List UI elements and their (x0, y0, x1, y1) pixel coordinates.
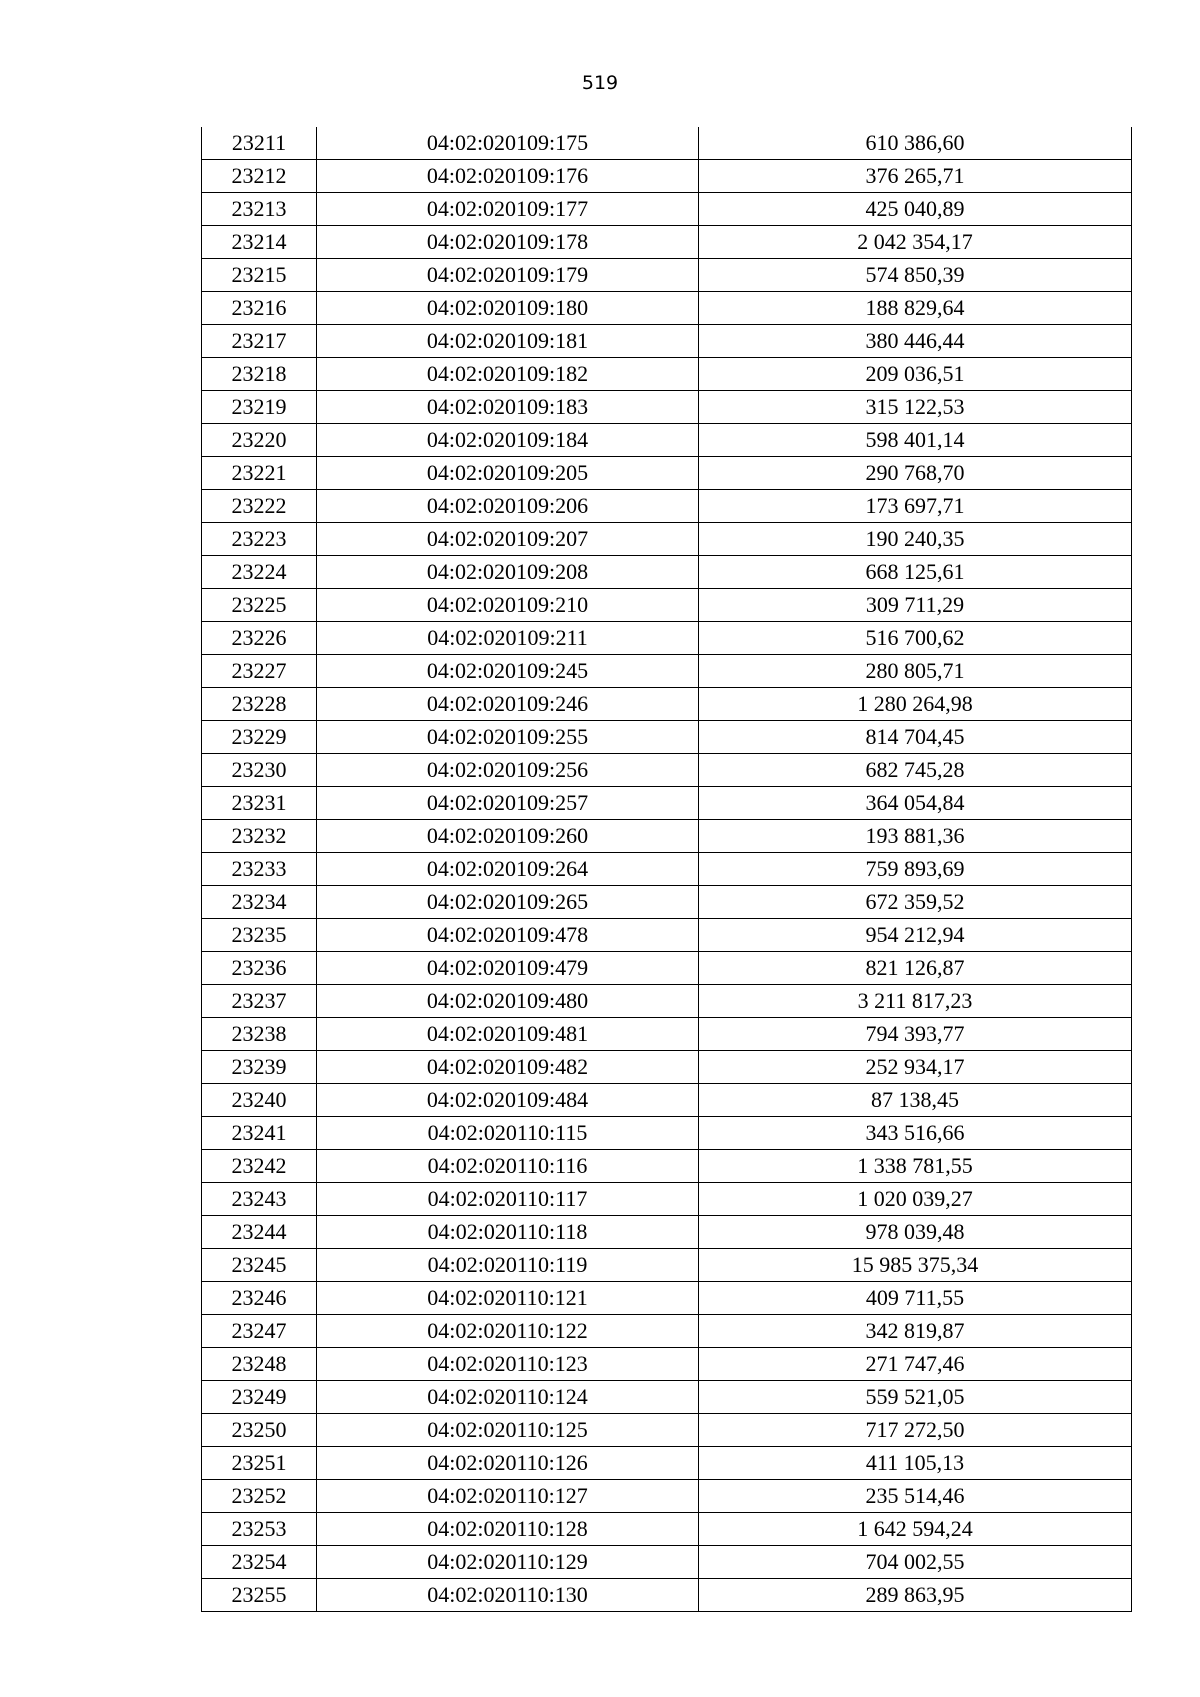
table-row (202, 1480, 1132, 1513)
row-number-cell: 23214 (202, 226, 317, 259)
cadastral-value-cell: 574 850,39 (699, 259, 1132, 292)
cadastral-value-cell: 409 711,55 (699, 1282, 1132, 1315)
cadastral-value-cell: 821 126,87 (699, 952, 1132, 985)
cadastral-number-cell: 04:02:020109:206 (317, 490, 699, 523)
row-number-cell: 23213 (202, 193, 317, 226)
row-number-cell: 23234 (202, 886, 317, 919)
table-row (202, 424, 1132, 457)
cadastral-value-cell: 290 768,70 (699, 457, 1132, 490)
table-row (202, 820, 1132, 853)
cadastral-value-cell: 209 036,51 (699, 358, 1132, 391)
cadastral-number-cell: 04:02:020109:260 (317, 820, 699, 853)
cadastral-number-cell: 04:02:020109:183 (317, 391, 699, 424)
row-number-cell: 23253 (202, 1513, 317, 1546)
table-row (202, 721, 1132, 754)
cadastral-number-cell: 04:02:020109:478 (317, 919, 699, 952)
table-row (202, 1348, 1132, 1381)
cadastral-value-cell: 954 212,94 (699, 919, 1132, 952)
cadastral-value-cell: 364 054,84 (699, 787, 1132, 820)
table-row (202, 919, 1132, 952)
row-number-cell: 23241 (202, 1117, 317, 1150)
cadastral-number-cell: 04:02:020110:128 (317, 1513, 699, 1546)
row-number-cell: 23229 (202, 721, 317, 754)
row-number-cell: 23230 (202, 754, 317, 787)
cadastral-value-cell: 193 881,36 (699, 820, 1132, 853)
cadastral-number-cell: 04:02:020110:118 (317, 1216, 699, 1249)
table-row (202, 1315, 1132, 1348)
cadastral-value-cell: 380 446,44 (699, 325, 1132, 358)
row-number-cell: 23255 (202, 1579, 317, 1612)
table-row (202, 160, 1132, 193)
cadastral-value-cell: 87 138,45 (699, 1084, 1132, 1117)
cadastral-value-cell: 759 893,69 (699, 853, 1132, 886)
table-row (202, 1150, 1132, 1183)
cadastral-value-cell: 280 805,71 (699, 655, 1132, 688)
cadastral-value-cell: 315 122,53 (699, 391, 1132, 424)
cadastral-value-cell: 794 393,77 (699, 1018, 1132, 1051)
cadastral-number-cell: 04:02:020110:119 (317, 1249, 699, 1282)
cadastral-number-cell: 04:02:020110:130 (317, 1579, 699, 1612)
table-row (202, 127, 1132, 160)
cadastral-number-cell: 04:02:020109:207 (317, 523, 699, 556)
cadastral-value-cell: 1 642 594,24 (699, 1513, 1132, 1546)
cadastral-value-table (201, 127, 1132, 1612)
table-row (202, 985, 1132, 1018)
cadastral-number-cell: 04:02:020110:115 (317, 1117, 699, 1150)
table-row (202, 490, 1132, 523)
cadastral-value-cell: 559 521,05 (699, 1381, 1132, 1414)
row-number-cell: 23227 (202, 655, 317, 688)
table-row (202, 1546, 1132, 1579)
table-row (202, 1447, 1132, 1480)
row-number-cell: 23219 (202, 391, 317, 424)
cadastral-value-cell: 15 985 375,34 (699, 1249, 1132, 1282)
table-row (202, 754, 1132, 787)
table-row (202, 1381, 1132, 1414)
table-row (202, 1216, 1132, 1249)
row-number-cell: 23224 (202, 556, 317, 589)
table-row (202, 325, 1132, 358)
table-body (202, 127, 1132, 1612)
cadastral-number-cell: 04:02:020110:121 (317, 1282, 699, 1315)
cadastral-value-cell: 376 265,71 (699, 160, 1132, 193)
table-row (202, 1282, 1132, 1315)
table-row (202, 523, 1132, 556)
cadastral-number-cell: 04:02:020109:480 (317, 985, 699, 1018)
cadastral-value-cell: 252 934,17 (699, 1051, 1132, 1084)
table-row (202, 1051, 1132, 1084)
cadastral-number-cell: 04:02:020109:257 (317, 787, 699, 820)
row-number-cell: 23236 (202, 952, 317, 985)
row-number-cell: 23248 (202, 1348, 317, 1381)
row-number-cell: 23225 (202, 589, 317, 622)
cadastral-number-cell: 04:02:020110:126 (317, 1447, 699, 1480)
cadastral-value-cell: 309 711,29 (699, 589, 1132, 622)
cadastral-number-cell: 04:02:020109:175 (317, 127, 699, 160)
cadastral-value-cell: 672 359,52 (699, 886, 1132, 919)
cadastral-value-cell: 1 020 039,27 (699, 1183, 1132, 1216)
cadastral-number-cell: 04:02:020109:179 (317, 259, 699, 292)
cadastral-number-cell: 04:02:020109:208 (317, 556, 699, 589)
table-row (202, 688, 1132, 721)
row-number-cell: 23247 (202, 1315, 317, 1348)
row-number-cell: 23244 (202, 1216, 317, 1249)
table-row (202, 1249, 1132, 1282)
table-row (202, 886, 1132, 919)
row-number-cell: 23235 (202, 919, 317, 952)
row-number-cell: 23239 (202, 1051, 317, 1084)
table-row (202, 391, 1132, 424)
row-number-cell: 23232 (202, 820, 317, 853)
table-row (202, 787, 1132, 820)
cadastral-number-cell: 04:02:020109:210 (317, 589, 699, 622)
cadastral-value-cell: 668 125,61 (699, 556, 1132, 589)
table-row (202, 457, 1132, 490)
cadastral-value-cell: 343 516,66 (699, 1117, 1132, 1150)
cadastral-value-cell: 3 211 817,23 (699, 985, 1132, 1018)
cadastral-number-cell: 04:02:020109:245 (317, 655, 699, 688)
cadastral-number-cell: 04:02:020109:184 (317, 424, 699, 457)
table-row (202, 1579, 1132, 1612)
cadastral-value-cell: 516 700,62 (699, 622, 1132, 655)
cadastral-value-cell: 682 745,28 (699, 754, 1132, 787)
row-number-cell: 23254 (202, 1546, 317, 1579)
cadastral-value-cell: 235 514,46 (699, 1480, 1132, 1513)
row-number-cell: 23211 (202, 127, 317, 160)
row-number-cell: 23237 (202, 985, 317, 1018)
cadastral-value-cell: 289 863,95 (699, 1579, 1132, 1612)
row-number-cell: 23215 (202, 259, 317, 292)
cadastral-value-cell: 704 002,55 (699, 1546, 1132, 1579)
table-row (202, 1513, 1132, 1546)
row-number-cell: 23221 (202, 457, 317, 490)
cadastral-number-cell: 04:02:020110:116 (317, 1150, 699, 1183)
cadastral-number-cell: 04:02:020109:178 (317, 226, 699, 259)
row-number-cell: 23238 (202, 1018, 317, 1051)
cadastral-number-cell: 04:02:020110:125 (317, 1414, 699, 1447)
row-number-cell: 23222 (202, 490, 317, 523)
table-row (202, 1183, 1132, 1216)
cadastral-value-cell: 411 105,13 (699, 1447, 1132, 1480)
table-row (202, 853, 1132, 886)
table-row (202, 193, 1132, 226)
cadastral-value-cell: 598 401,14 (699, 424, 1132, 457)
row-number-cell: 23226 (202, 622, 317, 655)
row-number-cell: 23245 (202, 1249, 317, 1282)
cadastral-value-cell: 1 338 781,55 (699, 1150, 1132, 1183)
row-number-cell: 23216 (202, 292, 317, 325)
table-row (202, 1084, 1132, 1117)
table-row (202, 556, 1132, 589)
cadastral-number-cell: 04:02:020110:129 (317, 1546, 699, 1579)
cadastral-value-cell: 190 240,35 (699, 523, 1132, 556)
cadastral-number-cell: 04:02:020109:256 (317, 754, 699, 787)
table-row (202, 589, 1132, 622)
row-number-cell: 23249 (202, 1381, 317, 1414)
page-number: 519 (581, 72, 619, 94)
cadastral-number-cell: 04:02:020109:264 (317, 853, 699, 886)
table-row (202, 358, 1132, 391)
table-row (202, 952, 1132, 985)
cadastral-number-cell: 04:02:020109:246 (317, 688, 699, 721)
table-row (202, 1117, 1132, 1150)
cadastral-number-cell: 04:02:020109:481 (317, 1018, 699, 1051)
row-number-cell: 23240 (202, 1084, 317, 1117)
cadastral-value-cell: 814 704,45 (699, 721, 1132, 754)
row-number-cell: 23250 (202, 1414, 317, 1447)
row-number-cell: 23252 (202, 1480, 317, 1513)
row-number-cell: 23233 (202, 853, 317, 886)
table-row (202, 259, 1132, 292)
cadastral-number-cell: 04:02:020109:484 (317, 1084, 699, 1117)
cadastral-number-cell: 04:02:020109:482 (317, 1051, 699, 1084)
table-row (202, 292, 1132, 325)
row-number-cell: 23220 (202, 424, 317, 457)
row-number-cell: 23228 (202, 688, 317, 721)
table-row (202, 655, 1132, 688)
cadastral-number-cell: 04:02:020109:479 (317, 952, 699, 985)
cadastral-value-cell: 271 747,46 (699, 1348, 1132, 1381)
row-number-cell: 23218 (202, 358, 317, 391)
cadastral-value-cell: 2 042 354,17 (699, 226, 1132, 259)
cadastral-value-cell: 342 819,87 (699, 1315, 1132, 1348)
cadastral-number-cell: 04:02:020110:122 (317, 1315, 699, 1348)
cadastral-number-cell: 04:02:020109:211 (317, 622, 699, 655)
cadastral-value-cell: 717 272,50 (699, 1414, 1132, 1447)
row-number-cell: 23231 (202, 787, 317, 820)
cadastral-number-cell: 04:02:020109:177 (317, 193, 699, 226)
row-number-cell: 23246 (202, 1282, 317, 1315)
table-row (202, 226, 1132, 259)
cadastral-value-cell: 173 697,71 (699, 490, 1132, 523)
cadastral-number-cell: 04:02:020109:255 (317, 721, 699, 754)
cadastral-value-cell: 1 280 264,98 (699, 688, 1132, 721)
cadastral-number-cell: 04:02:020109:181 (317, 325, 699, 358)
cadastral-value-cell: 610 386,60 (699, 127, 1132, 160)
cadastral-number-cell: 04:02:020110:124 (317, 1381, 699, 1414)
cadastral-value-cell: 188 829,64 (699, 292, 1132, 325)
cadastral-number-cell: 04:02:020110:117 (317, 1183, 699, 1216)
row-number-cell: 23251 (202, 1447, 317, 1480)
row-number-cell: 23217 (202, 325, 317, 358)
cadastral-number-cell: 04:02:020109:182 (317, 358, 699, 391)
cadastral-value-cell: 978 039,48 (699, 1216, 1132, 1249)
cadastral-value-cell: 425 040,89 (699, 193, 1132, 226)
cadastral-number-cell: 04:02:020109:176 (317, 160, 699, 193)
table-row (202, 1018, 1132, 1051)
row-number-cell: 23223 (202, 523, 317, 556)
row-number-cell: 23242 (202, 1150, 317, 1183)
cadastral-number-cell: 04:02:020110:123 (317, 1348, 699, 1381)
cadastral-number-cell: 04:02:020109:265 (317, 886, 699, 919)
table-row (202, 622, 1132, 655)
cadastral-number-cell: 04:02:020109:205 (317, 457, 699, 490)
cadastral-number-cell: 04:02:020109:180 (317, 292, 699, 325)
cadastral-number-cell: 04:02:020110:127 (317, 1480, 699, 1513)
row-number-cell: 23243 (202, 1183, 317, 1216)
table-row (202, 1414, 1132, 1447)
row-number-cell: 23212 (202, 160, 317, 193)
